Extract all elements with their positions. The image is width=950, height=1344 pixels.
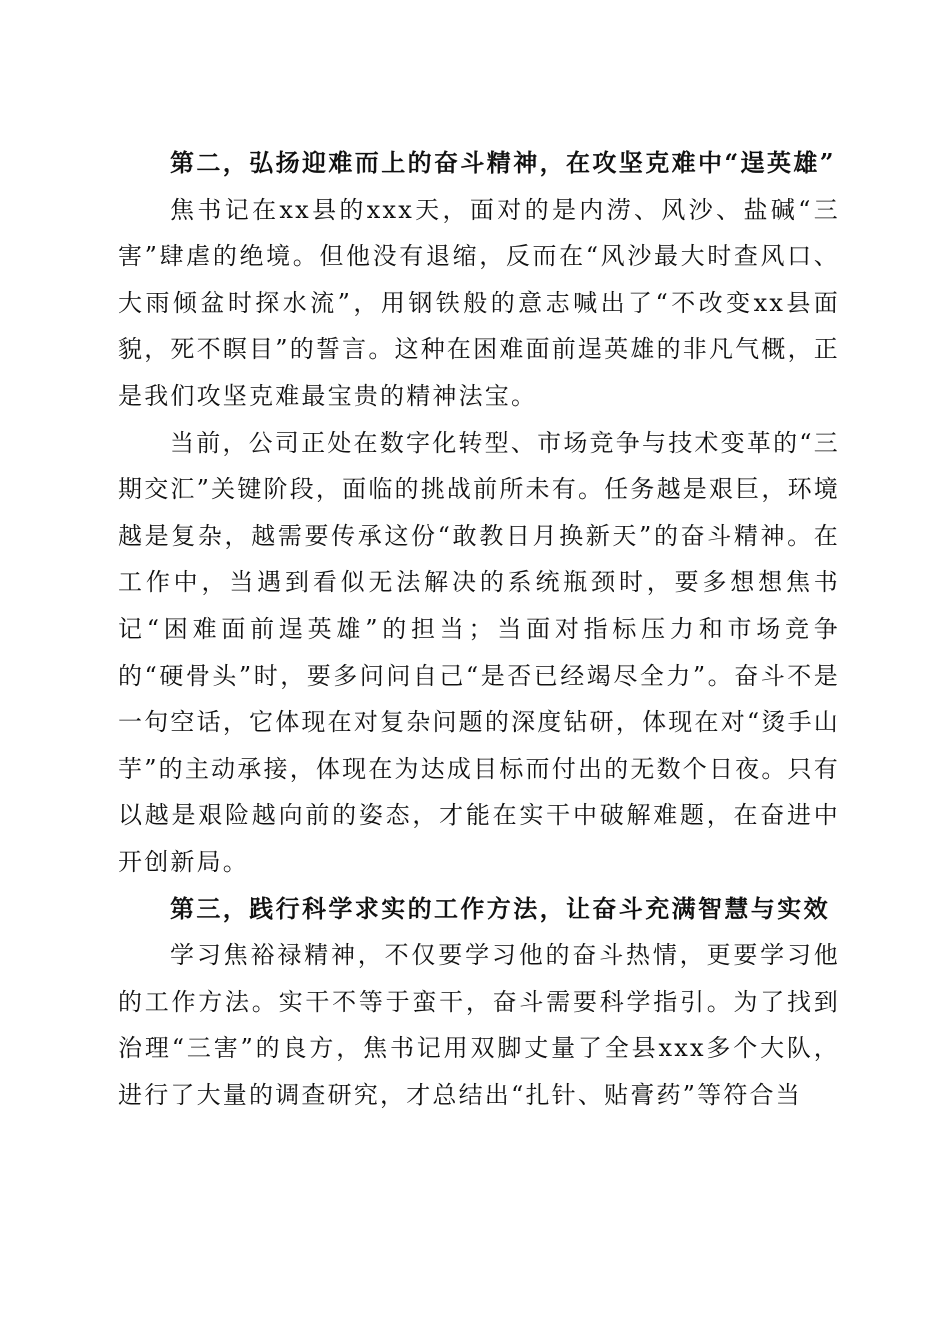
paragraph-company-challenge: 当前，公司正处在数字化转型、市场竞争与技术变革的“三期交汇”关键阶段，面临的挑战前所未有。任务越是艰巨，环境越是复杂，越需要传承这份“敢教日月换新天”的奋斗精神。在工作中，当遇到看似无法解决的系统瓶颈时，要多想想焦书记“困难面前逞英雄”的担当；当面对指标压力和市场竞争的“硬骨头”时，要多问问自己“是否已经竭尽全力”。奋斗不是一句空话，它体现在对复杂问题的深度钻研，体现在对“烫手山芋”的主动承接，体现在为达成目标而付出的无数个日夜。只有以越是艰险越向前的姿态，才能在实干中破解难题，在奋进中开创新局。 (118, 428, 840, 876)
section-heading-third: 第三，践行科学求实的工作方法，让奋斗充满智慧与实效 (170, 893, 830, 923)
paragraph-work-method: 学习焦裕禄精神，不仅要学习他的奋斗热情，更要学习他的工作方法。实干不等于蛮干，奋斗需要科学指引。为了找到治理“三害”的良方，焦书记用双脚丈量了全县xxx多个大队，进行了大量的调查研究，才总结出“扎针、贴膏药”等符合当 (118, 941, 840, 1109)
section-heading-second: 第二，弘扬迎难而上的奋斗精神，在攻坚克难中“逞英雄” (170, 148, 837, 177)
paragraph-jiao-struggle: 焦书记在xx县的xxx天，面对的是内涝、风沙、盐碱“三害”肆虐的绝境。但他没有退缩，反而在“风沙最大时查风口、大雨倾盆时探水流”，用钢铁般的意志喊出了“不改变xx县面貌，死不瞑目”的誓言。这种在困难面前逞英雄的非凡气概，正是我们攻坚克难最宝贵的精神法宝。 (118, 195, 840, 410)
